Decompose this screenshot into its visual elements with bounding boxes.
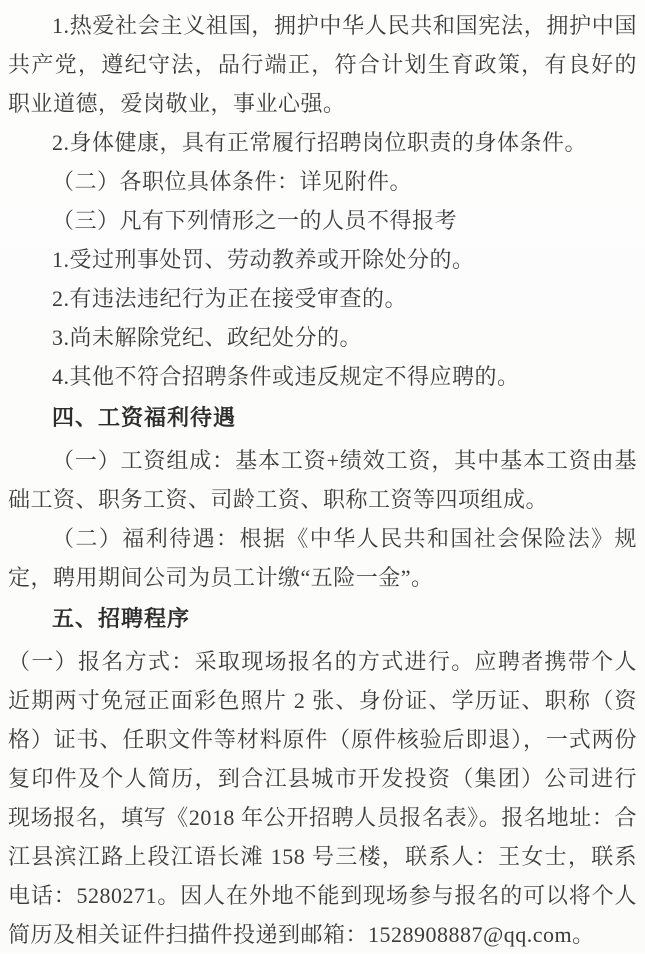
heading-salary-benefits: 四、工资福利待遇 [52,405,237,430]
subsection-welfare-benefits: （二）福利待遇：根据《中华人民共和国社会保险法》规定，聘用期间公司为员工计缴“五险一金”。 [8,526,637,590]
condition-health: 2.身体健康，具有正常履行招聘岗位职责的身体条件。 [52,130,588,155]
ineligible-under-investigation: 2.有违法违纪行为正在接受审查的。 [52,286,408,311]
subsection-position-specific-conditions: （二）各职位具体条件：详见附件。 [52,169,413,194]
heading-recruitment-procedure: 五、招聘程序 [52,606,191,631]
subsection-registration-method: （一）报名方式：采取现场报名的方式进行。应聘者携带个人近期两寸免冠正面彩色照片 2 张、身份证、学历证、职称（资格）证书、任职文件等材料原件（原件核验后即退），一式两份复印件及个人简历，到合江县城市开发投资（集团）公司进行现场报名，填写《2018 年公开招聘人员报名表》。报名地址：合江县滨江路上段江语长滩 158 号三楼，联系人：王女士，联系电话：5280271。因人在外地不能到现场参与报名的可以将个人简历及相关证件扫描件投递到邮箱：1528908887@qq.com。 [8,649,637,947]
condition-political-loyalty: 1.热爱社会主义祖国，拥护中华人民共和国宪法，拥护中国共产党，遵纪守法，品行端正，符合计划生育政策，有良好的职业道德，爱岗敬业，事业心强。 [8,13,637,116]
ineligible-party-discipline: 3.尚未解除党纪、政纪处分的。 [52,325,363,350]
ineligible-other: 4.其他不符合招聘条件或违反规定不得应聘的。 [52,364,520,389]
ineligible-criminal-punishment: 1.受过刑事处罚、劳动教养或开除处分的。 [52,247,475,272]
subsection-ineligible-persons: （三）凡有下列情形之一的人员不得报考 [52,208,458,233]
subsection-salary-composition: （一）工资组成：基本工资+绩效工资，其中基本工资由基础工资、职务工资、司龄工资、职称工资等四项组成。 [8,448,637,512]
